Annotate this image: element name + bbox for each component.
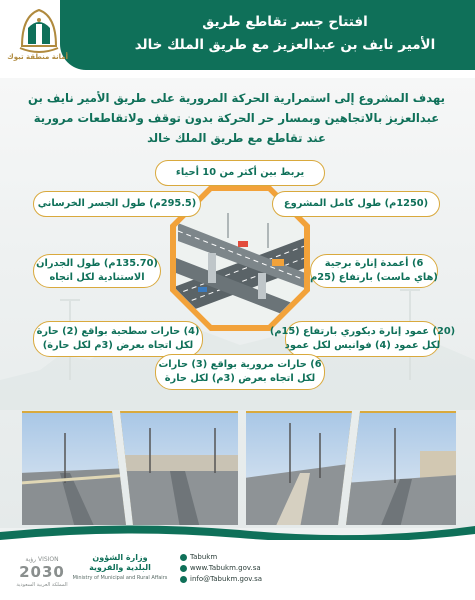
fact-traffic-lanes-line-1: 6) حارات مرورية بواقع (3) حارات (158, 359, 322, 370)
page-title (115, 11, 455, 57)
email-row[interactable] (180, 574, 290, 585)
fact-walls-line-1: (135.70م) طول الجدران (36, 258, 158, 269)
fact-traffic-lanes-line-2: لكل اتجاه بعرض (3م) لكل حارة (164, 373, 316, 384)
twitter-row[interactable] (180, 552, 290, 563)
photo-4 (344, 413, 458, 528)
fact-project-length (272, 191, 440, 217)
globe-icon (180, 565, 187, 572)
photo-3 (244, 413, 356, 528)
website-row[interactable] (180, 563, 290, 574)
fact-neighborhoods-text: يربط بين أكثر من 10 أحياء (175, 167, 305, 178)
fact-retaining-walls (33, 254, 161, 288)
twitter-handle: Tabukm (190, 553, 218, 561)
intro-paragraph (24, 88, 449, 148)
website-link: www.Tabukm.gov.sa (190, 564, 261, 572)
fact-traffic-lanes (155, 354, 325, 390)
ministry-line-2: البلدية والقروية (89, 563, 151, 572)
fact-surface-lanes (33, 321, 203, 357)
logo-icon (16, 6, 62, 54)
fact-neighborhoods (155, 160, 325, 186)
fact-bridge-length-text: (295.5م) طول الجسر الخرساني (37, 198, 197, 209)
fact-deco-poles-line-2: لكل عمود (4) فوانيس لكل عمود (284, 340, 441, 351)
fact-deco-poles (269, 321, 456, 357)
fact-surface-lanes-line-1: (4) حارات سطحية بواقع (2) حارة (36, 326, 200, 337)
photo-strip (0, 403, 475, 533)
vision-country: المملكة العربية السعودية (16, 582, 68, 588)
fact-walls-line-2: الاستنادية لكل اتجاه (49, 272, 145, 283)
title-line-2: الأمير نايف بن عبدالعزيز مع طريق الملك خالد (134, 37, 436, 53)
fact-bridge-length (33, 191, 201, 217)
vision-label-en: VISION (37, 556, 59, 563)
photo-1 (20, 413, 130, 528)
title-line-1: افتتاح جسر تقاطع طريق (202, 14, 368, 30)
fact-tower-poles (310, 254, 438, 288)
logo (7, 6, 68, 70)
contact-info (180, 552, 290, 585)
ministry-logo (70, 553, 170, 583)
logo-text: أمانة منطقة تبوك (7, 53, 68, 61)
email-icon (180, 576, 187, 583)
intro-line-3: عند تقاطع مع طريق الملك خالد (147, 131, 326, 145)
fact-deco-poles-line-1: (20) عمود إنارة ديكوري بارتفاع (15م) (269, 326, 456, 337)
intro-line-1: يهدف المشروع إلى استمرارية الحركة المرورية على طريق الأمير نايف بن (28, 91, 445, 105)
vision-2030-logo (12, 556, 72, 589)
photo-2 (118, 413, 240, 528)
fact-tower-poles-line-1: 6) أعمدة إنارة برجية (324, 258, 424, 269)
fact-surface-lanes-line-2: لكل اتجاه بعرض (3م لكل حارة) (42, 340, 194, 351)
ministry-line-1: وزارة الشؤون (92, 553, 148, 562)
twitter-icon (180, 554, 187, 561)
ministry-en: Ministry of Municipal and Rural Affairs (72, 575, 168, 581)
fact-project-length-text: (1250م) طول كامل المشروع (283, 198, 429, 209)
email-link: info@Tabukm.gov.sa (190, 575, 262, 583)
fact-tower-poles-line-2: (هاي ماست) بارتفاع (25م (310, 272, 438, 283)
vision-year: 2030 (19, 563, 65, 581)
header (0, 0, 475, 78)
vision-label-ar: رؤية (25, 556, 37, 563)
intro-line-2: عبدالعزيز بالاتجاهين وبمسار حر الحركة بدون توقف ولاتقاطعات مرورية (33, 111, 440, 125)
